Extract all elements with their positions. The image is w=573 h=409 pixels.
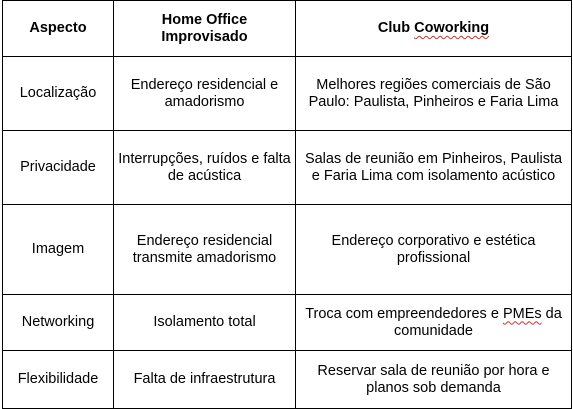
cell-club: Reservar sala de reunião por hora e planos sob demanda (296, 351, 572, 409)
cell-club-text-before: Troca com empreendedores e (305, 305, 503, 322)
table-row-networking (3, 295, 572, 351)
cell-club: Melhores regiões comerciais de São Paulo: Paulista, Pinheiros e Faria Lima (296, 57, 572, 131)
table-row-localizacao (3, 57, 572, 131)
header-club-coworking (296, 1, 572, 57)
cell-home-office: Interrupções, ruídos e falta de acústica (114, 131, 296, 205)
cell-home-office: Endereço residencial e amadorismo (114, 57, 296, 131)
cell-club-text-after: da comunidade (394, 305, 562, 339)
cell-home-office: Falta de infraestrutura (114, 351, 296, 409)
cell-aspect: Privacidade (3, 131, 114, 205)
cell-club-spellcheck-word: PMEs (502, 305, 542, 322)
comparison-table (2, 0, 572, 409)
header-club-prefix: Club (377, 20, 415, 36)
header-home-office: Home Office Improvisado (114, 1, 296, 57)
table-row-imagem (3, 205, 572, 295)
cell-home-office: Endereço residencial transmite amadorismo (114, 205, 296, 295)
cell-club: Salas de reunião em Pinheiros, Paulista e Faria Lima com isolamento acústico (296, 131, 572, 205)
cell-club (296, 295, 572, 351)
cell-aspect: Localização (3, 57, 114, 131)
cell-aspect: Networking (3, 295, 114, 351)
header-aspect: Aspecto (3, 1, 114, 57)
table-header-row (3, 1, 572, 57)
table-row-privacidade (3, 131, 572, 205)
cell-aspect: Imagem (3, 205, 114, 295)
table-row-flexibilidade (3, 351, 572, 409)
cell-home-office: Isolamento total (114, 295, 296, 351)
cell-aspect: Flexibilidade (3, 351, 114, 409)
cell-club: Endereço corporativo e estética profissional (296, 205, 572, 295)
header-club-word-spellcheck: Coworking (414, 20, 490, 36)
